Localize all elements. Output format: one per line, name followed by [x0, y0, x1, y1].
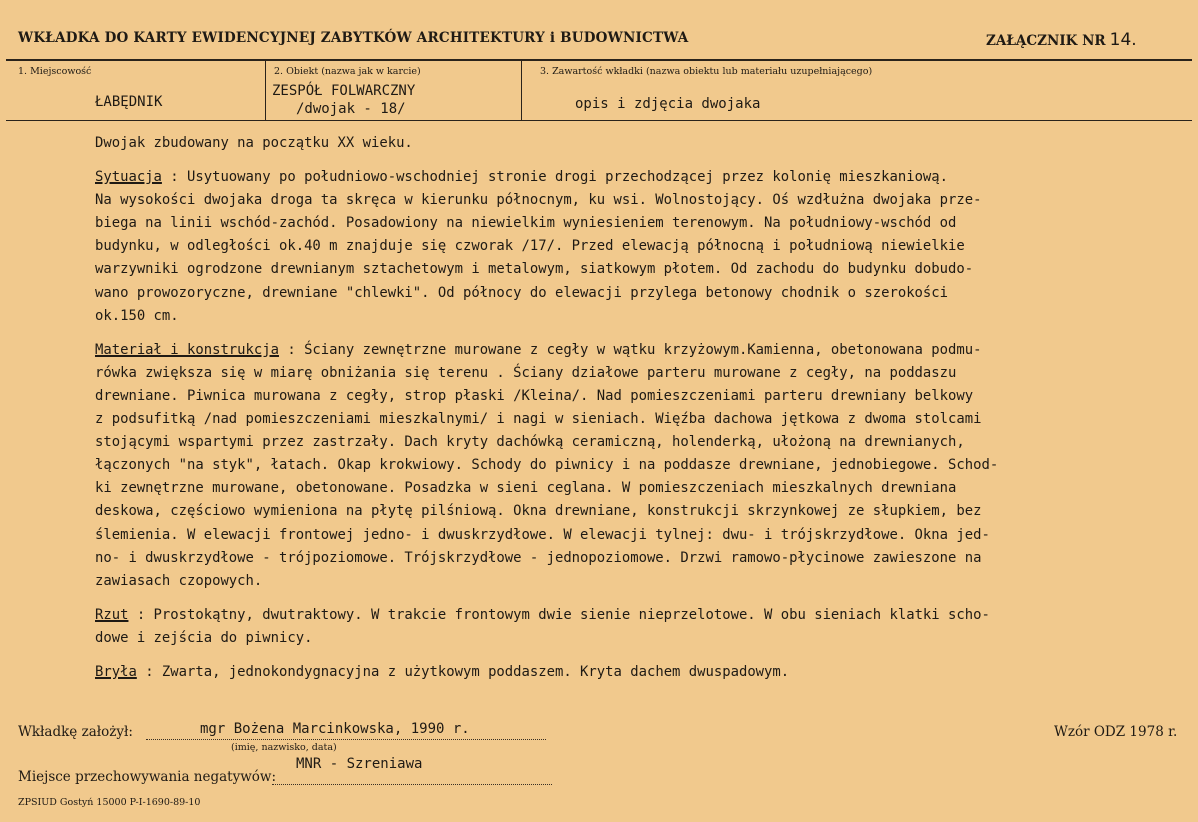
negatives-label: Miejsce przechowywania negatywów:	[18, 769, 277, 785]
document-title: WKŁADKA DO KARTY EWIDENCYJNEJ ZABYTKÓW ARCHITEKTURY i BUDOWNICTWA	[18, 30, 689, 46]
material-line: z podsufitką /nad pomieszczeniami mieszkalnymi/ i nagi w sieniach. Więźba dachowa jętkowa z dwoma stolcami	[95, 411, 982, 428]
founded-label: Wkładkę założył:	[18, 724, 133, 740]
situation-line: ok.150 cm.	[95, 307, 179, 324]
founded-hint: (imię, nazwisko, data)	[231, 742, 337, 753]
material-line: stojącymi wspartymi przez zastrzały. Dach kryty dachówką ceramiczną, holenderką, ułożoną na drewnianych,	[95, 434, 965, 451]
description-body	[95, 132, 1185, 684]
situation-line: biega na linii wschód-zachód. Posadowiony na niewielkim wyniesieniem terenowym. Na południowy-wschód od	[95, 215, 957, 232]
place-value: ŁABĘDNIK	[95, 94, 163, 110]
material-line: łączonych "na styk", łatach. Okap krokwiowy. Schody do piwnicy i na poddasze drewniane, jednobiegowe. Schod-	[95, 457, 999, 474]
column-divider-1	[265, 61, 266, 121]
section-material	[95, 339, 1185, 593]
situation-line: budynku, w odległości ok.40 m znajduje się czworak /17/. Przed elewacją północną i południową niewielkie	[95, 238, 965, 255]
model-label: Wzór ODZ 1978 r.	[1054, 724, 1178, 740]
section-situation	[95, 166, 1185, 328]
material-line: no- i dwuskrzydłowe - trójpoziomowe. Trójskrzydłowe - jednopoziomowe. Drzwi ramowo-płycinowe zawieszone na	[95, 549, 982, 566]
material-line: rówka zwiększa się w miarę obniżania się terenu . Ściany działowe parteru murowane z cegły, na poddaszu	[95, 364, 957, 381]
intro-line: Dwojak zbudowany na początku XX wieku.	[95, 135, 413, 151]
material-line: ki zewnętrzne murowane, obetonowane. Posadzka w sieni ceglana. W pomieszczeniach mieszkalnych drewniana	[95, 480, 957, 497]
material-line: zawiasach czopowych.	[95, 572, 263, 589]
plan-line: dowe i zejścia do piwnicy.	[95, 629, 313, 646]
mass-line: : Zwarta, jednokondygnacyjna z użytkowym poddaszem. Kryta dachem dwuspadowym.	[136, 663, 790, 680]
section-plan	[95, 604, 1185, 650]
founded-dotted-line	[146, 739, 546, 740]
printer-line: ZPSIUD Gostyń 15000 P-I-1690-89-10	[18, 797, 201, 808]
annex-handwritten-number: 14.	[1109, 30, 1137, 50]
annex-number	[986, 30, 1137, 50]
situation-line: warzywniki ogrodzone drewnianym sztachetowym i metalowym, siatkowym płotem. Od zachodu do budynku dobudo-	[95, 261, 974, 278]
plan-heading: Rzut	[95, 606, 129, 623]
material-heading: Materiał i konstrukcja	[95, 341, 279, 358]
plan-line: : Prostokątny, dwutraktowy. W trakcie frontowym dwie sienie nieprzelotowe. W obu sieniach klatki scho-	[128, 606, 990, 623]
content-label: 3. Zawartość wkładki (nazwa obiektu lub materiału uzupełniającego)	[540, 66, 873, 77]
object-label: 2. Obiekt (nazwa jak w karcie)	[274, 66, 421, 77]
place-label: 1. Miejscowość	[18, 66, 92, 77]
section-mass	[95, 661, 1185, 684]
negatives-dotted-line	[272, 784, 552, 785]
material-line: deskowa, częściowo wymieniona na płytę pilśniową. Okna drewniane, konstrukcji skrzynkowej ze słupkiem, bez	[95, 503, 982, 520]
material-line: drewniane. Piwnica murowana z cegły, strop płaski /Kleina/. Nad pomieszczeniami parteru drewniany belkowy	[95, 387, 974, 404]
founded-value: mgr Bożena Marcinkowska, 1990 r.	[200, 721, 470, 737]
object-value-line-2: /dwojak - 18/	[296, 101, 406, 117]
annex-label: ZAŁĄCZNIK NR	[986, 33, 1106, 49]
situation-line: Na wysokości dwojaka droga ta skręca w kierunku północnym, ku wsi. Wolnostojący. Oś wzdłużna dwojaka prze-	[95, 192, 982, 209]
situation-line: : Usytuowany po południowo-wschodniej stronie drogi przechodzącej przez kolonię mieszkaniową.	[161, 169, 949, 186]
fields-rule	[6, 120, 1192, 121]
situation-line: wano prowozoryczne, drewniane "chlewki". Od północy do elewacji przylega betonowy chodnik o szerokości	[95, 284, 949, 301]
material-line: : Ściany zewnętrzne murowane z cegły w wątku krzyżowym.Kamienna, obetonowana podmu-	[278, 341, 982, 358]
situation-heading: Sytuacja	[95, 169, 162, 186]
negatives-value: MNR - Szreniawa	[296, 756, 423, 772]
object-value-line-1: ZESPÓŁ FOLWARCZNY	[272, 83, 416, 99]
material-line: ślemienia. W elewacji frontowej jedno- i dwuskrzydłowe. W elewacji tylnej: dwu- i trójskrzydłowe. Okna jed-	[95, 526, 990, 543]
mass-heading: Bryła	[95, 663, 137, 680]
column-divider-2	[521, 61, 522, 121]
content-value: opis i zdjęcia dwojaka	[575, 96, 761, 112]
header-rule	[6, 59, 1192, 61]
